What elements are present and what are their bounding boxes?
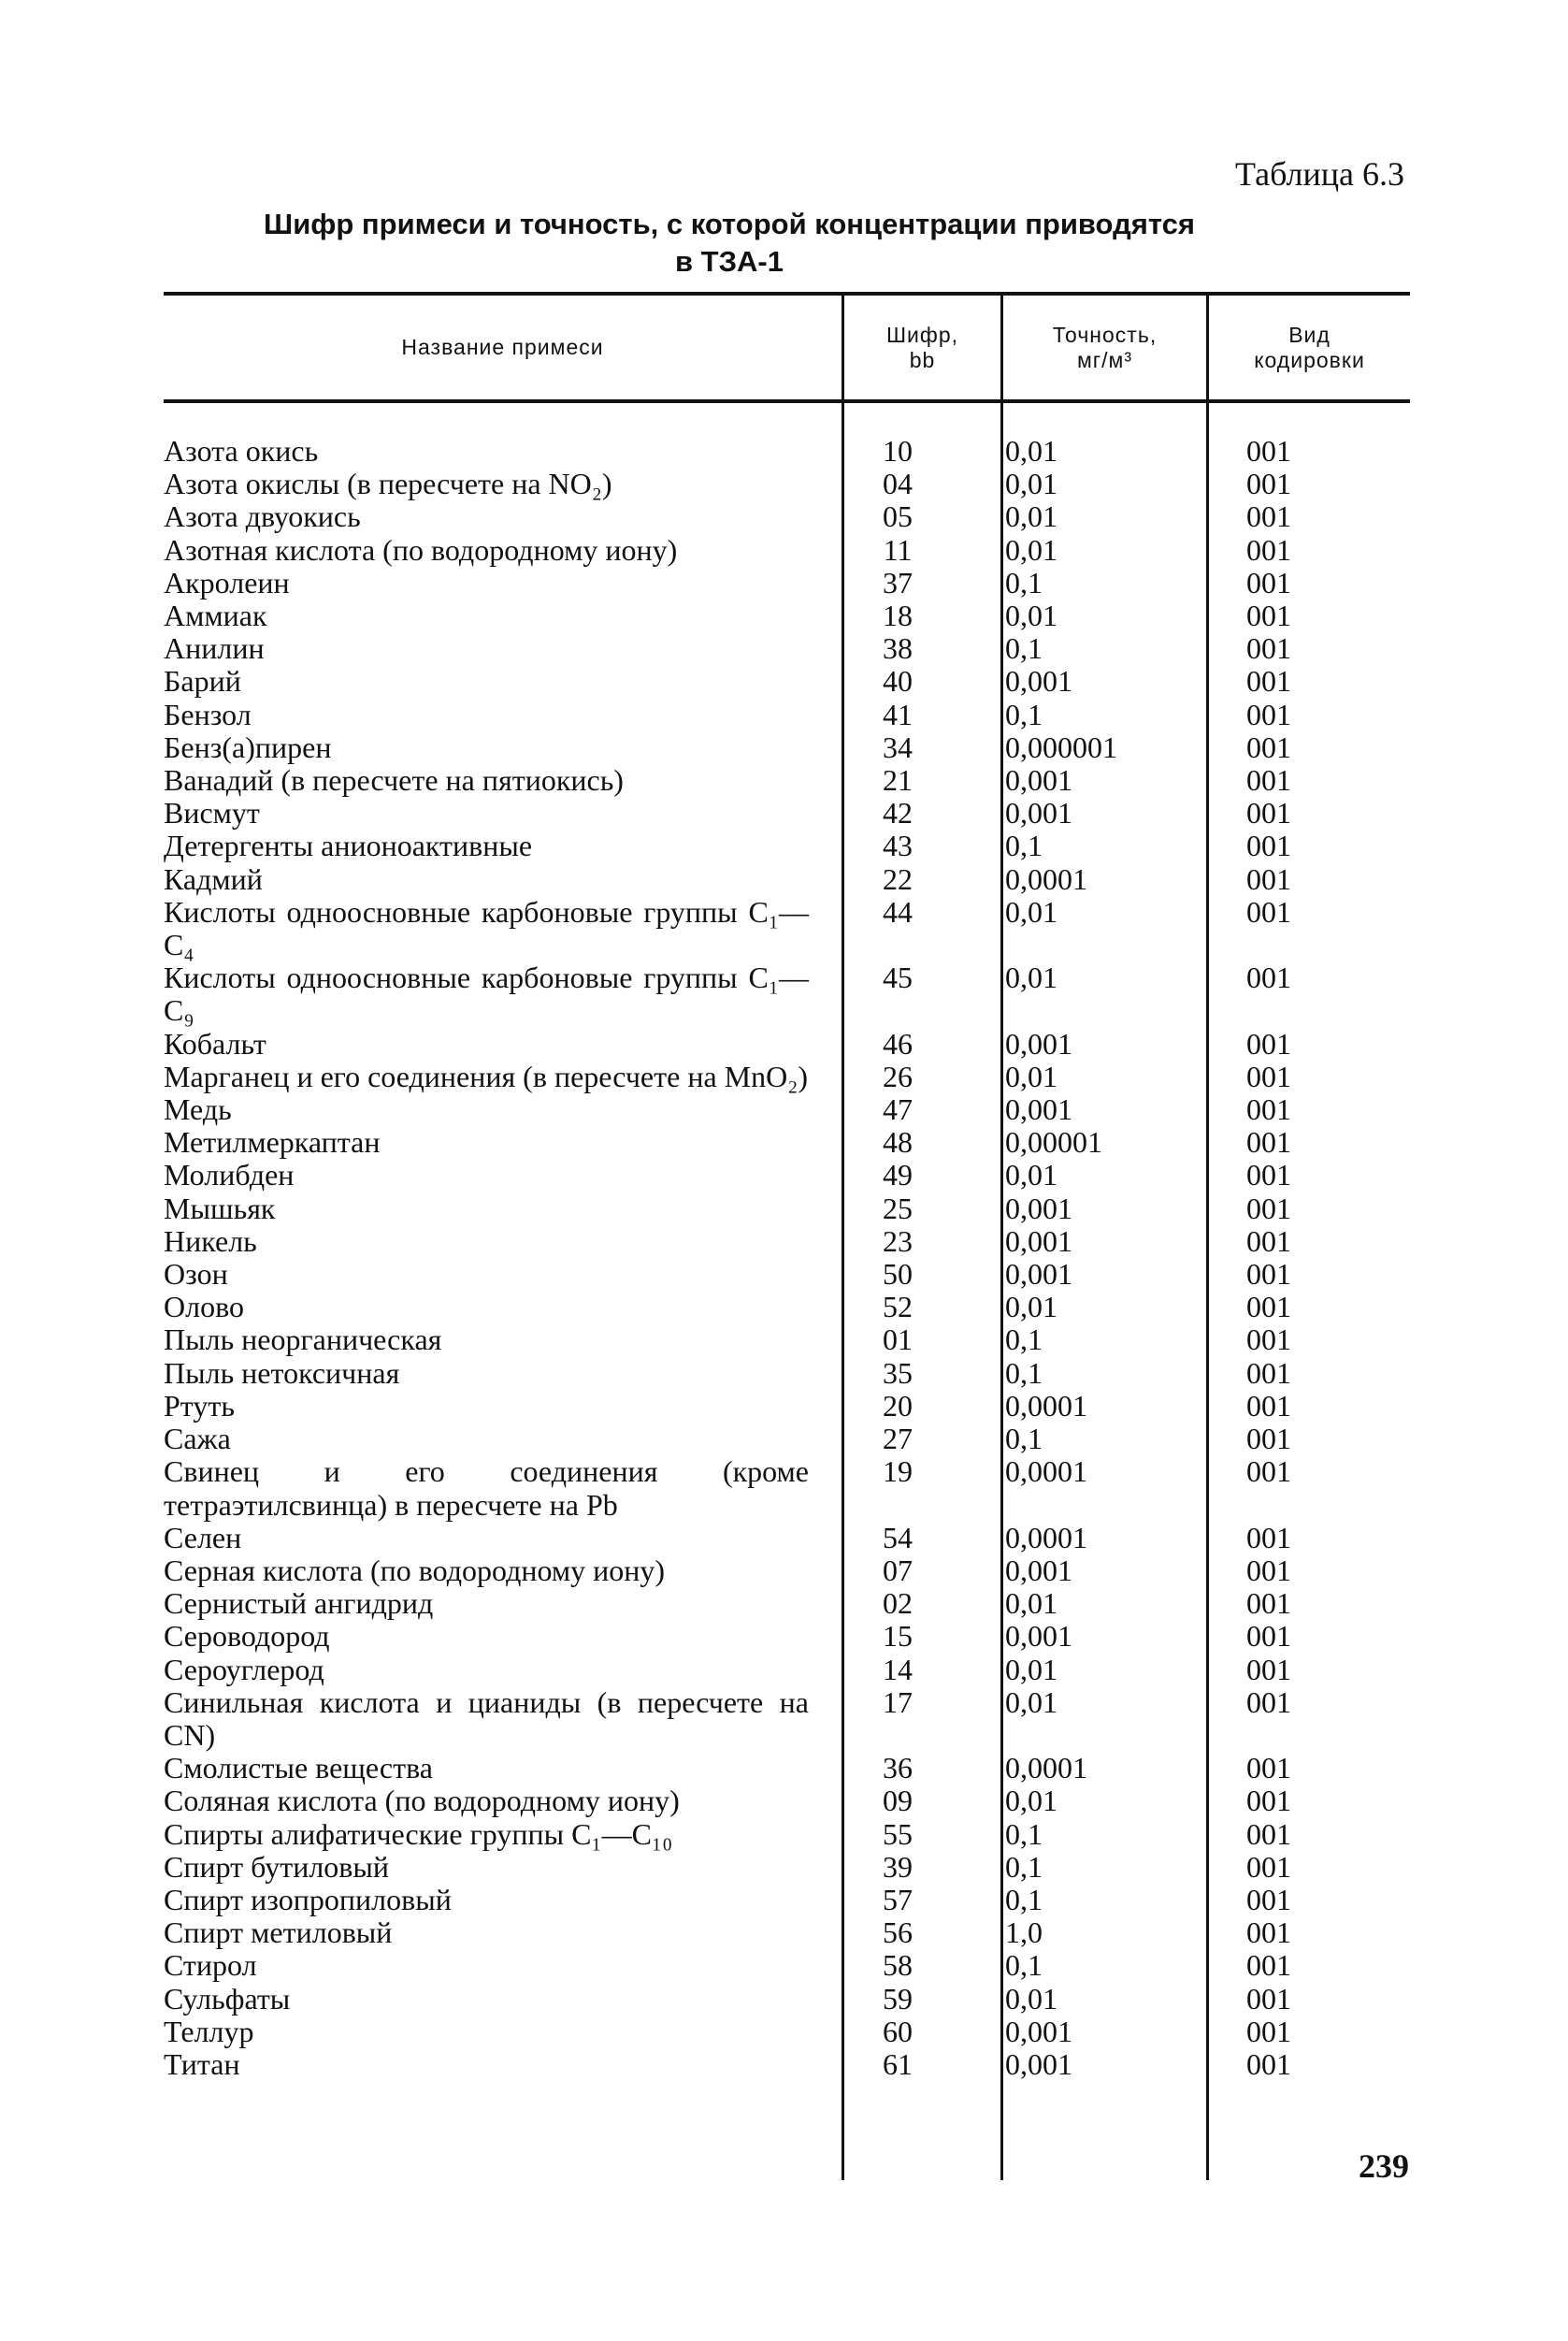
table-row [164, 731, 1410, 764]
table-row [164, 896, 1410, 961]
impurity-code: 22 [883, 861, 913, 896]
precision-value: 0,1 [1005, 1322, 1043, 1357]
table-title [150, 206, 1309, 281]
impurity-code: 27 [883, 1422, 913, 1456]
impurity-name: Кислоты одноосновные карбоновые группы C₁—C₉ [164, 961, 809, 1028]
precision-value: 0,1 [1005, 565, 1043, 600]
impurity-code: 37 [883, 565, 913, 600]
precision-value: 0,000001 [1005, 730, 1117, 764]
impurity-code: 41 [883, 697, 913, 731]
impurity-name: Медь [164, 1092, 232, 1127]
coding-type: 001 [1246, 1981, 1291, 2016]
impurity-code: 15 [883, 1619, 913, 1654]
coding-type: 001 [1246, 1849, 1291, 1884]
impurity-name: Мышьяк [164, 1191, 276, 1225]
impurity-code: 47 [883, 1092, 913, 1127]
table-row [164, 1654, 1410, 1686]
impurity-name: Пыль нетоксичная [164, 1355, 400, 1390]
impurity-code: 11 [883, 532, 913, 567]
precision-value: 0,001 [1005, 2046, 1072, 2081]
impurity-name: Кобальт [164, 1026, 266, 1061]
table-row [164, 1423, 1410, 1455]
precision-value: 0,01 [1005, 1652, 1057, 1686]
impurity-name: Азота окись [164, 434, 319, 468]
precision-value: 1,0 [1005, 1915, 1043, 1950]
table-row [164, 534, 1410, 567]
coding-type: 001 [1246, 1257, 1291, 1292]
impurity-code: 17 [883, 1684, 913, 1719]
precision-value: 0,01 [1005, 1784, 1057, 1818]
impurity-name: Спирт метиловый [164, 1915, 393, 1950]
precision-value: 0,01 [1005, 599, 1057, 633]
table-row [164, 961, 1410, 1027]
table-row [164, 600, 1410, 632]
impurity-name: Спирты алифатические группы C₁—C₁₀ [164, 1816, 673, 1851]
coding-type: 001 [1246, 1125, 1291, 1160]
impurity-code: 25 [883, 1191, 913, 1225]
table-row [164, 435, 1410, 468]
page-number: 239 [1359, 2147, 1409, 2185]
impurity-name: Теллур [164, 2014, 254, 2048]
table-row [164, 665, 1410, 698]
precision-value: 0,01 [1005, 1981, 1057, 2016]
coding-type: 001 [1246, 1948, 1291, 1983]
table-row [164, 1357, 1410, 1390]
table-body [164, 435, 1410, 2081]
coding-type: 001 [1246, 763, 1291, 798]
precision-value: 0,01 [1005, 1158, 1057, 1192]
coding-type: 001 [1246, 1454, 1291, 1489]
impurity-code: 19 [883, 1454, 913, 1489]
table-row [164, 1949, 1410, 1982]
table-row [164, 1587, 1410, 1620]
precision-value: 0,0001 [1005, 1388, 1087, 1423]
table-row [164, 1916, 1410, 1949]
impurity-code: 10 [883, 434, 913, 468]
coding-type: 001 [1246, 1290, 1291, 1324]
impurity-name: Бензол [164, 697, 252, 731]
precision-value: 0,001 [1005, 1619, 1072, 1654]
coding-type: 001 [1246, 1586, 1291, 1621]
precision-value: 0,01 [1005, 532, 1057, 567]
impurity-name: Пыль неорганическая [164, 1322, 442, 1357]
coding-type: 001 [1246, 434, 1291, 468]
impurity-code: 04 [883, 467, 913, 501]
impurity-name: Синильная кислота и цианиды (в пересчете на CN) [164, 1684, 809, 1752]
impurity-name: Олово [164, 1290, 244, 1324]
precision-value: 0,01 [1005, 434, 1057, 468]
coding-type: 001 [1246, 1355, 1291, 1390]
table-row [164, 1785, 1410, 1817]
coding-type: 001 [1246, 796, 1291, 831]
precision-value: 0,01 [1005, 1684, 1057, 1719]
coding-type: 001 [1246, 1322, 1291, 1357]
precision-value: 0,1 [1005, 1948, 1043, 1983]
coding-type: 001 [1246, 1619, 1291, 1654]
impurity-code: 07 [883, 1553, 913, 1587]
impurity-code: 36 [883, 1751, 913, 1785]
impurity-name: Метилмеркаптан [164, 1125, 381, 1160]
precision-value: 0,001 [1005, 1553, 1072, 1587]
precision-value: 0,01 [1005, 467, 1057, 501]
impurity-name: Сажа [164, 1422, 231, 1456]
coding-type: 001 [1246, 1816, 1291, 1851]
impurity-name: Смолистые вещества [164, 1751, 433, 1785]
header-coding-line1: Вид [1288, 322, 1331, 347]
coding-type: 001 [1246, 1751, 1291, 1785]
header-coding [1209, 296, 1410, 399]
impurity-code: 50 [883, 1257, 913, 1292]
header-name [164, 296, 842, 399]
header-code-line2: bb [909, 347, 936, 372]
impurity-name: Спирт изопропиловый [164, 1882, 452, 1916]
table-row [164, 500, 1410, 533]
precision-value: 0,01 [1005, 1290, 1057, 1324]
precision-value: 0,001 [1005, 1223, 1072, 1258]
precision-value: 0,01 [1005, 1059, 1057, 1093]
impurity-code: 45 [883, 961, 913, 995]
table-row [164, 1258, 1410, 1291]
precision-value: 0,1 [1005, 829, 1043, 863]
coding-type: 001 [1246, 1422, 1291, 1456]
table-row [164, 468, 1410, 500]
impurity-code: 05 [883, 499, 913, 534]
precision-value: 0,1 [1005, 1849, 1043, 1884]
precision-value: 0,1 [1005, 1422, 1043, 1456]
table-row [164, 863, 1410, 896]
impurity-code: 61 [883, 2046, 913, 2081]
impurity-name: Свинец и его соединения (кроме тетраэтилсвинца) в пересчете на Pb [164, 1454, 809, 1522]
impurity-name: Никель [164, 1223, 257, 1258]
table-row [164, 1028, 1410, 1061]
impurity-code: 20 [883, 1388, 913, 1423]
precision-value: 0,0001 [1005, 861, 1087, 896]
coding-type: 001 [1246, 1684, 1291, 1719]
table-row [164, 1983, 1410, 2016]
impurity-name: Кислоты одноосновные карбоновые группы C₁—C₄ [164, 894, 809, 962]
table-row [164, 1818, 1410, 1851]
coding-type: 001 [1246, 1882, 1291, 1916]
coding-type: 001 [1246, 894, 1291, 929]
impurity-code: 58 [883, 1948, 913, 1983]
impurity-code: 21 [883, 763, 913, 798]
impurity-name: Висмут [164, 796, 260, 831]
impurity-name: Кадмий [164, 861, 263, 896]
impurity-code: 49 [883, 1158, 913, 1192]
impurity-code: 56 [883, 1915, 913, 1950]
precision-value: 0,001 [1005, 763, 1072, 798]
coding-type: 001 [1246, 599, 1291, 633]
impurity-name: Азотная кислота (по водородному иону) [164, 532, 678, 567]
table-title-line1: Шифр примеси и точность, с которой концентрации приводятся [264, 208, 1195, 240]
impurity-code: 60 [883, 2014, 913, 2048]
table-row [164, 699, 1410, 731]
impurity-name: Спирт бутиловый [164, 1849, 390, 1884]
impurity-code: 52 [883, 1290, 913, 1324]
table-row [164, 1554, 1410, 1587]
table-row [164, 1192, 1410, 1225]
precision-value: 0,001 [1005, 1257, 1072, 1292]
table-row [164, 830, 1410, 862]
table-row [164, 2016, 1410, 2048]
header-code [844, 296, 1000, 399]
precision-value: 0,0001 [1005, 1520, 1087, 1554]
impurity-code: 23 [883, 1223, 913, 1258]
coding-type: 001 [1246, 1191, 1291, 1225]
table-row [164, 1093, 1410, 1126]
table-row [164, 1884, 1410, 1916]
coding-type: 001 [1246, 1026, 1291, 1061]
coding-type: 001 [1246, 565, 1291, 600]
table-row [164, 567, 1410, 600]
impurity-code: 38 [883, 631, 913, 666]
table-row [164, 1291, 1410, 1323]
table-row [164, 1455, 1410, 1521]
coding-type: 001 [1246, 1915, 1291, 1950]
precision-value: 0,0001 [1005, 1751, 1087, 1785]
coding-type: 001 [1246, 1553, 1291, 1587]
table-row [164, 632, 1410, 665]
coding-type: 001 [1246, 499, 1291, 534]
impurity-name: Ртуть [164, 1388, 235, 1423]
table-row [164, 1752, 1410, 1785]
table-number: Таблица 6.3 [1235, 155, 1404, 193]
impurity-code: 14 [883, 1652, 913, 1686]
impurity-code: 09 [883, 1784, 913, 1818]
precision-value: 0,0001 [1005, 1454, 1087, 1489]
impurity-name: Селен [164, 1520, 242, 1554]
impurity-name: Азота окислы (в пересчете на NO₂) [164, 467, 612, 501]
header-name-label: Название примеси [401, 335, 604, 359]
impurity-code: 39 [883, 1849, 913, 1884]
impurity-code: 02 [883, 1586, 913, 1621]
impurity-name: Азота двуокись [164, 499, 361, 534]
precision-value: 0,001 [1005, 1026, 1072, 1061]
coding-type: 001 [1246, 664, 1291, 699]
header-precision-line1: Точность, [1052, 322, 1158, 347]
impurity-code: 46 [883, 1026, 913, 1061]
impurity-code: 59 [883, 1981, 913, 2016]
coding-type: 001 [1246, 1223, 1291, 1258]
impurity-name: Сульфаты [164, 1981, 291, 2016]
precision-value: 0,1 [1005, 1882, 1043, 1916]
table-row [164, 1126, 1410, 1159]
table-row [164, 1686, 1410, 1752]
table-row [164, 764, 1410, 797]
header-precision [1003, 296, 1206, 399]
impurity-name: Аммиак [164, 599, 267, 633]
impurity-code: 57 [883, 1882, 913, 1916]
impurity-code: 42 [883, 796, 913, 831]
precision-value: 0,01 [1005, 894, 1057, 929]
table-row [164, 1522, 1410, 1554]
precision-value: 0,001 [1005, 2014, 1072, 2048]
impurity-name: Акролеин [164, 565, 290, 600]
table-row [164, 1390, 1410, 1423]
coding-type: 001 [1246, 1092, 1291, 1127]
coding-type: 001 [1246, 467, 1291, 501]
impurity-name: Анилин [164, 631, 265, 666]
precision-value: 0,001 [1005, 1092, 1072, 1127]
coding-type: 001 [1246, 1784, 1291, 1818]
impurity-name: Детергенты анионоактивные [164, 829, 533, 863]
coding-type: 001 [1246, 631, 1291, 666]
impurity-code: 43 [883, 829, 913, 863]
coding-type: 001 [1246, 829, 1291, 863]
precision-value: 0,001 [1005, 1191, 1072, 1225]
precision-value: 0,001 [1005, 796, 1072, 831]
precision-value: 0,001 [1005, 664, 1072, 699]
impurity-code: 40 [883, 664, 913, 699]
header-rule [164, 399, 1410, 403]
coding-type: 001 [1246, 1059, 1291, 1093]
impurity-name: Марганец и его соединения (в пересчете на MnO₂) [164, 1059, 809, 1093]
impurity-code: 26 [883, 1059, 913, 1093]
impurity-code: 35 [883, 1355, 913, 1390]
precision-value: 0,1 [1005, 1816, 1043, 1851]
precision-value: 0,1 [1005, 1355, 1043, 1390]
coding-type: 001 [1246, 1388, 1291, 1423]
table-title-line2: в ТЗА-1 [675, 245, 784, 278]
table-row [164, 1061, 1410, 1093]
impurity-name: Озон [164, 1257, 228, 1292]
impurity-name: Сернистый ангидрид [164, 1586, 434, 1621]
coding-type: 001 [1246, 2046, 1291, 2081]
coding-type: 001 [1246, 861, 1291, 896]
table-row [164, 1323, 1410, 1356]
impurity-code: 34 [883, 730, 913, 764]
impurity-name: Ванадий (в пересчете на пятиокись) [164, 763, 624, 798]
impurity-name: Сероводород [164, 1619, 330, 1654]
coding-type: 001 [1246, 1652, 1291, 1686]
impurity-code: 48 [883, 1125, 913, 1160]
header-precision-line2: мг/м³ [1076, 347, 1133, 372]
precision-value: 0,01 [1005, 499, 1057, 534]
impurity-name: Барий [164, 664, 241, 699]
precision-value: 0,00001 [1005, 1125, 1102, 1160]
coding-type: 001 [1246, 532, 1291, 567]
coding-type: 001 [1246, 2014, 1291, 2048]
impurity-code: 18 [883, 599, 913, 633]
impurity-name: Соляная кислота (по водородному иону) [164, 1784, 680, 1818]
impurity-name: Серная кислота (по водородному иону) [164, 1553, 666, 1587]
impurity-code: 54 [883, 1520, 913, 1554]
impurity-code: 01 [883, 1322, 913, 1357]
header-code-line1: Шифр, [885, 322, 959, 347]
table-row [164, 1159, 1410, 1192]
impurity-name: Стирол [164, 1948, 257, 1983]
coding-type: 001 [1246, 1158, 1291, 1192]
table-row [164, 1225, 1410, 1258]
table-row [164, 1620, 1410, 1653]
impurity-name: Молибден [164, 1158, 295, 1192]
precision-value: 0,1 [1005, 697, 1043, 731]
impurity-name: Титан [164, 2046, 240, 2081]
table-row [164, 797, 1410, 830]
table-row [164, 1851, 1410, 1884]
table-row [164, 2048, 1410, 2081]
coding-type: 001 [1246, 730, 1291, 764]
impurity-name: Бенз(а)пирен [164, 730, 332, 764]
impurity-code: 55 [883, 1816, 913, 1851]
precision-value: 0,1 [1005, 631, 1043, 666]
precision-value: 0,01 [1005, 1586, 1057, 1621]
coding-type: 001 [1246, 697, 1291, 731]
precision-value: 0,01 [1005, 961, 1057, 995]
header-coding-line2: кодировки [1254, 347, 1365, 372]
coding-type: 001 [1246, 1520, 1291, 1554]
coding-type: 001 [1246, 961, 1291, 995]
impurity-code: 44 [883, 894, 913, 929]
impurity-name: Сероуглерод [164, 1652, 324, 1686]
